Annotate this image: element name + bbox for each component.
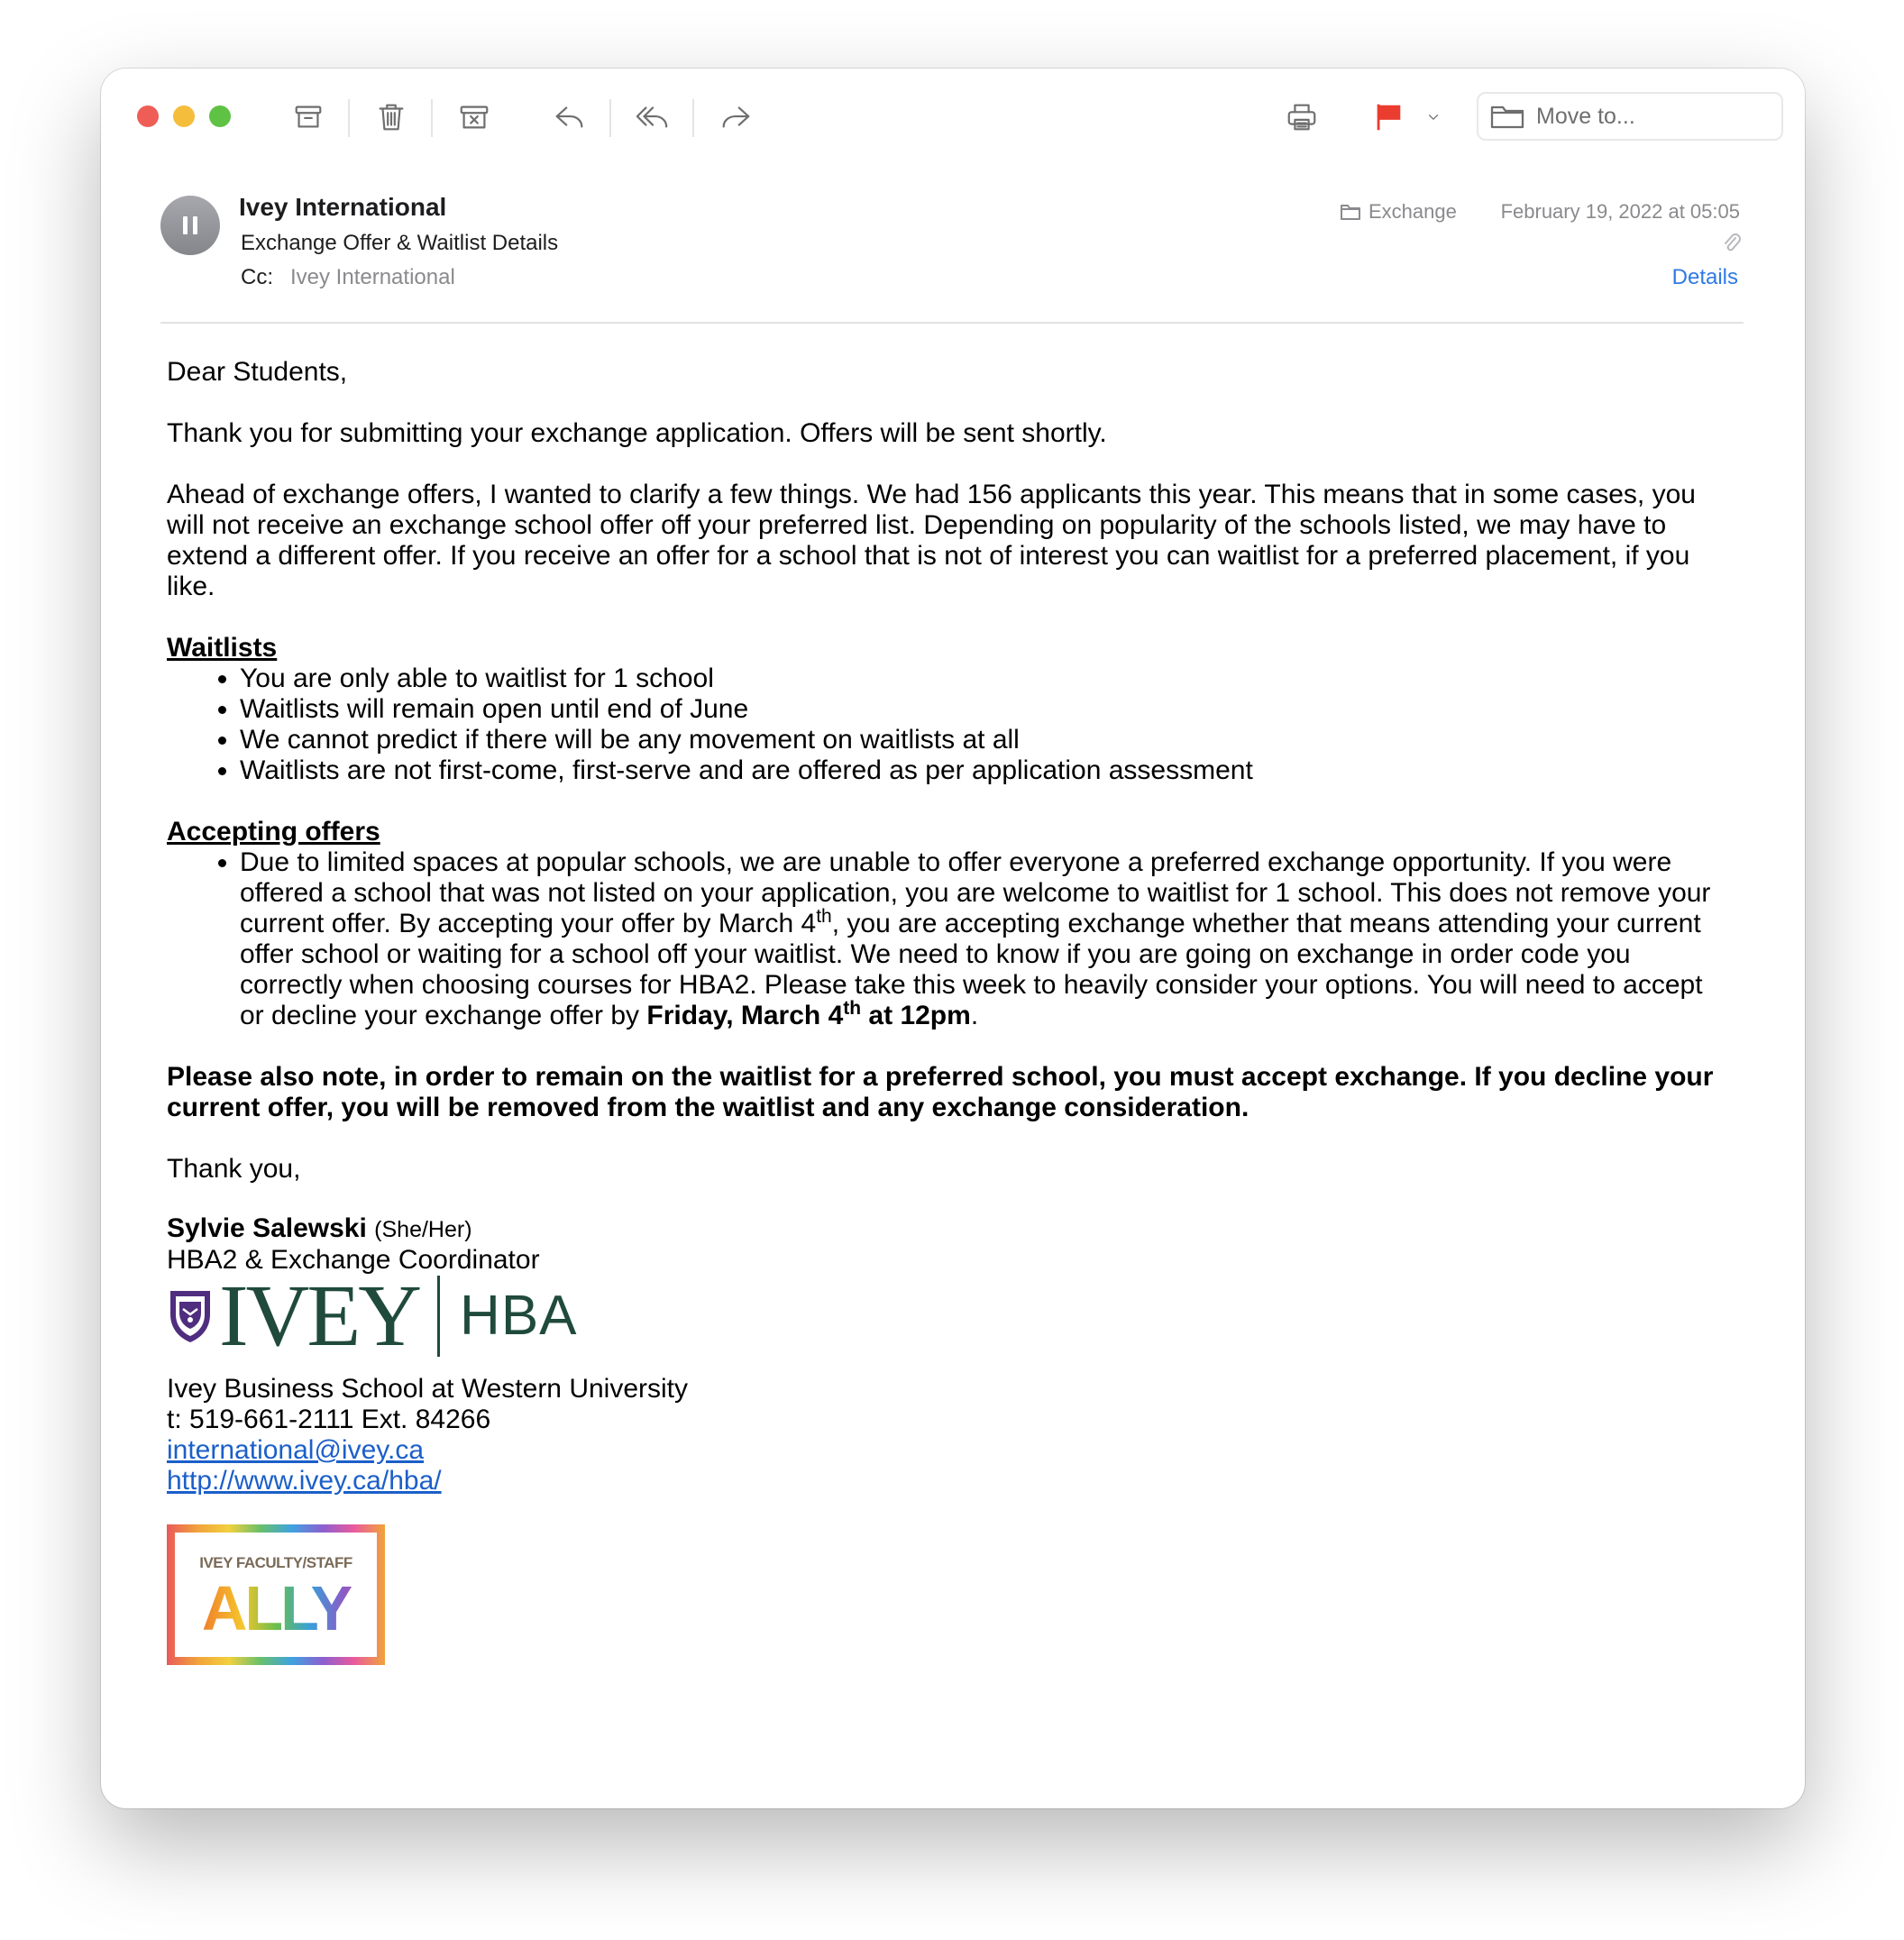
ivey-hba-logo xyxy=(167,1267,578,1365)
list-item: • Waitlists are not first-come, first-serve and are offered as per application assessment xyxy=(240,755,1717,786)
flag-button[interactable] xyxy=(1365,94,1412,141)
junk-button[interactable] xyxy=(451,94,498,141)
logo-divider xyxy=(437,1276,440,1357)
accepting-text-2: , you are accepting exchange whether that means attending your current offer school or waiting for a school off your waitlist. We need to know if you are going on exchange in order code you correctly when choosing courses for HBA2. Please take this week to heavily consider your options. You will need to accept or decline your exchange offer by xyxy=(240,909,1703,1030)
mailbox-name: Exchange xyxy=(1368,200,1457,223)
reply-icon xyxy=(553,100,587,134)
website-link[interactable]: http://www.ivey.ca/hba/ xyxy=(167,1466,442,1496)
sender-name[interactable]: Ivey International xyxy=(239,193,447,221)
reply-button[interactable] xyxy=(546,94,593,141)
closing: Thank you, xyxy=(167,1154,301,1184)
trash-icon xyxy=(374,100,408,134)
toolbar-separator xyxy=(348,99,350,137)
trash-button[interactable] xyxy=(368,94,415,141)
folder-icon xyxy=(1340,203,1361,221)
print-icon xyxy=(1285,100,1319,134)
ordinal-suffix: th xyxy=(843,998,862,1019)
thanks-paragraph: Thank you for submitting your exchange application. Offers will be sent shortly. xyxy=(167,418,1107,448)
reply-all-button[interactable] xyxy=(629,94,676,141)
email-link[interactable]: international@ivey.ca xyxy=(167,1435,425,1465)
list-item: • Waitlists will remain open until end of June xyxy=(240,694,1717,725)
deadline-date: Friday, March 4 xyxy=(646,1001,844,1030)
print-button[interactable] xyxy=(1278,94,1325,141)
header-divider xyxy=(160,322,1744,324)
note-paragraph: Please also note, in order to remain on the waitlist for a preferred school, you must accept exchange. If you decline your current offer, you will be removed from the waitlist and any exchange consideration. xyxy=(167,1062,1714,1122)
cc-label: Cc: xyxy=(241,265,273,289)
mailbox-indicator xyxy=(1340,200,1457,224)
flag-icon xyxy=(1371,100,1405,134)
ally-badge-caption: IVEY FACULTY/STAFF xyxy=(199,1554,352,1571)
forward-icon xyxy=(719,100,753,134)
move-to-menu[interactable] xyxy=(1477,92,1783,141)
list-item xyxy=(240,847,1717,1031)
ivey-wordmark: IVEY xyxy=(219,1267,420,1365)
close-window-button[interactable] xyxy=(137,105,159,127)
message-subject: Exchange Offer & Waitlist Details xyxy=(241,231,559,255)
message-date: February 19, 2022 at 05:05 xyxy=(1500,200,1740,223)
folder-icon xyxy=(1489,103,1525,130)
signature-org: Ivey Business School at Western University xyxy=(167,1374,689,1404)
archive-icon xyxy=(291,100,325,134)
signature-pronouns: (She/Her) xyxy=(374,1217,472,1242)
waitlists-heading: Waitlists xyxy=(167,633,278,663)
list-item: • You are only able to waitlist for 1 school xyxy=(240,663,1717,694)
ally-badge xyxy=(167,1524,385,1665)
signature-contact xyxy=(167,1374,1717,1496)
flag-menu-button[interactable] xyxy=(1417,94,1450,141)
waitlists-list xyxy=(167,663,1717,786)
zoom-window-button[interactable] xyxy=(209,105,231,127)
hba-wordmark: HBA xyxy=(460,1285,578,1347)
chevron-down-icon xyxy=(1423,107,1443,127)
mail-window xyxy=(101,69,1805,1808)
junk-icon xyxy=(457,100,491,134)
accepting-offers-list xyxy=(167,847,1717,1031)
ally-badge-title: ALLY xyxy=(175,1572,377,1644)
signature-title: HBA2 & Exchange Coordinator xyxy=(167,1245,540,1275)
minimize-window-button[interactable] xyxy=(173,105,195,127)
toolbar-separator xyxy=(431,99,433,137)
toolbar-separator xyxy=(609,99,611,137)
toolbar-separator xyxy=(692,99,694,137)
ivey-shield-icon xyxy=(167,1287,214,1345)
details-link[interactable]: Details xyxy=(1671,265,1738,289)
reply-all-icon xyxy=(636,100,670,134)
signature-phone: t: 519-661-2111 Ext. 84266 xyxy=(167,1405,491,1434)
deadline-time: at 12pm xyxy=(861,1001,971,1030)
archive-button[interactable] xyxy=(285,94,332,141)
forward-button[interactable] xyxy=(712,94,759,141)
accepting-offers-heading: Accepting offers xyxy=(167,817,380,846)
accepting-end: . xyxy=(970,1001,979,1030)
sender-avatar xyxy=(160,196,220,255)
accepting-text-1: Due to limited spaces at popular schools, we are unable to offer everyone a preferred exchange opportunity. If you were offered a school that was not listed on your application, you are welcome to waitlist for 1 school. This does not remove your current offer. By accepting your offer by March 4 xyxy=(240,847,1711,938)
signature xyxy=(167,1213,1717,1276)
move-to-label: Move to... xyxy=(1536,103,1635,129)
cc-recipient[interactable]: Ivey International xyxy=(290,265,455,289)
ordinal-suffix: th xyxy=(816,906,832,927)
greeting: Dear Students, xyxy=(167,357,348,387)
signature-name: Sylvie Salewski xyxy=(167,1213,367,1243)
list-item: • We cannot predict if there will be any movement on waitlists at all xyxy=(240,725,1717,755)
message-body xyxy=(167,357,1717,1276)
intro-paragraph: Ahead of exchange offers, I wanted to clarify a few things. We had 156 applicants this year. This means that in some cases, you will not receive an exchange school offer off your preferred list. Depending on popularity of the schools listed, we may have to extend a different offer. If you receive an offer for a school that is not of interest you can waitlist for a preferred placement, if you like. xyxy=(167,480,1696,601)
attachment-icon xyxy=(1722,233,1742,256)
